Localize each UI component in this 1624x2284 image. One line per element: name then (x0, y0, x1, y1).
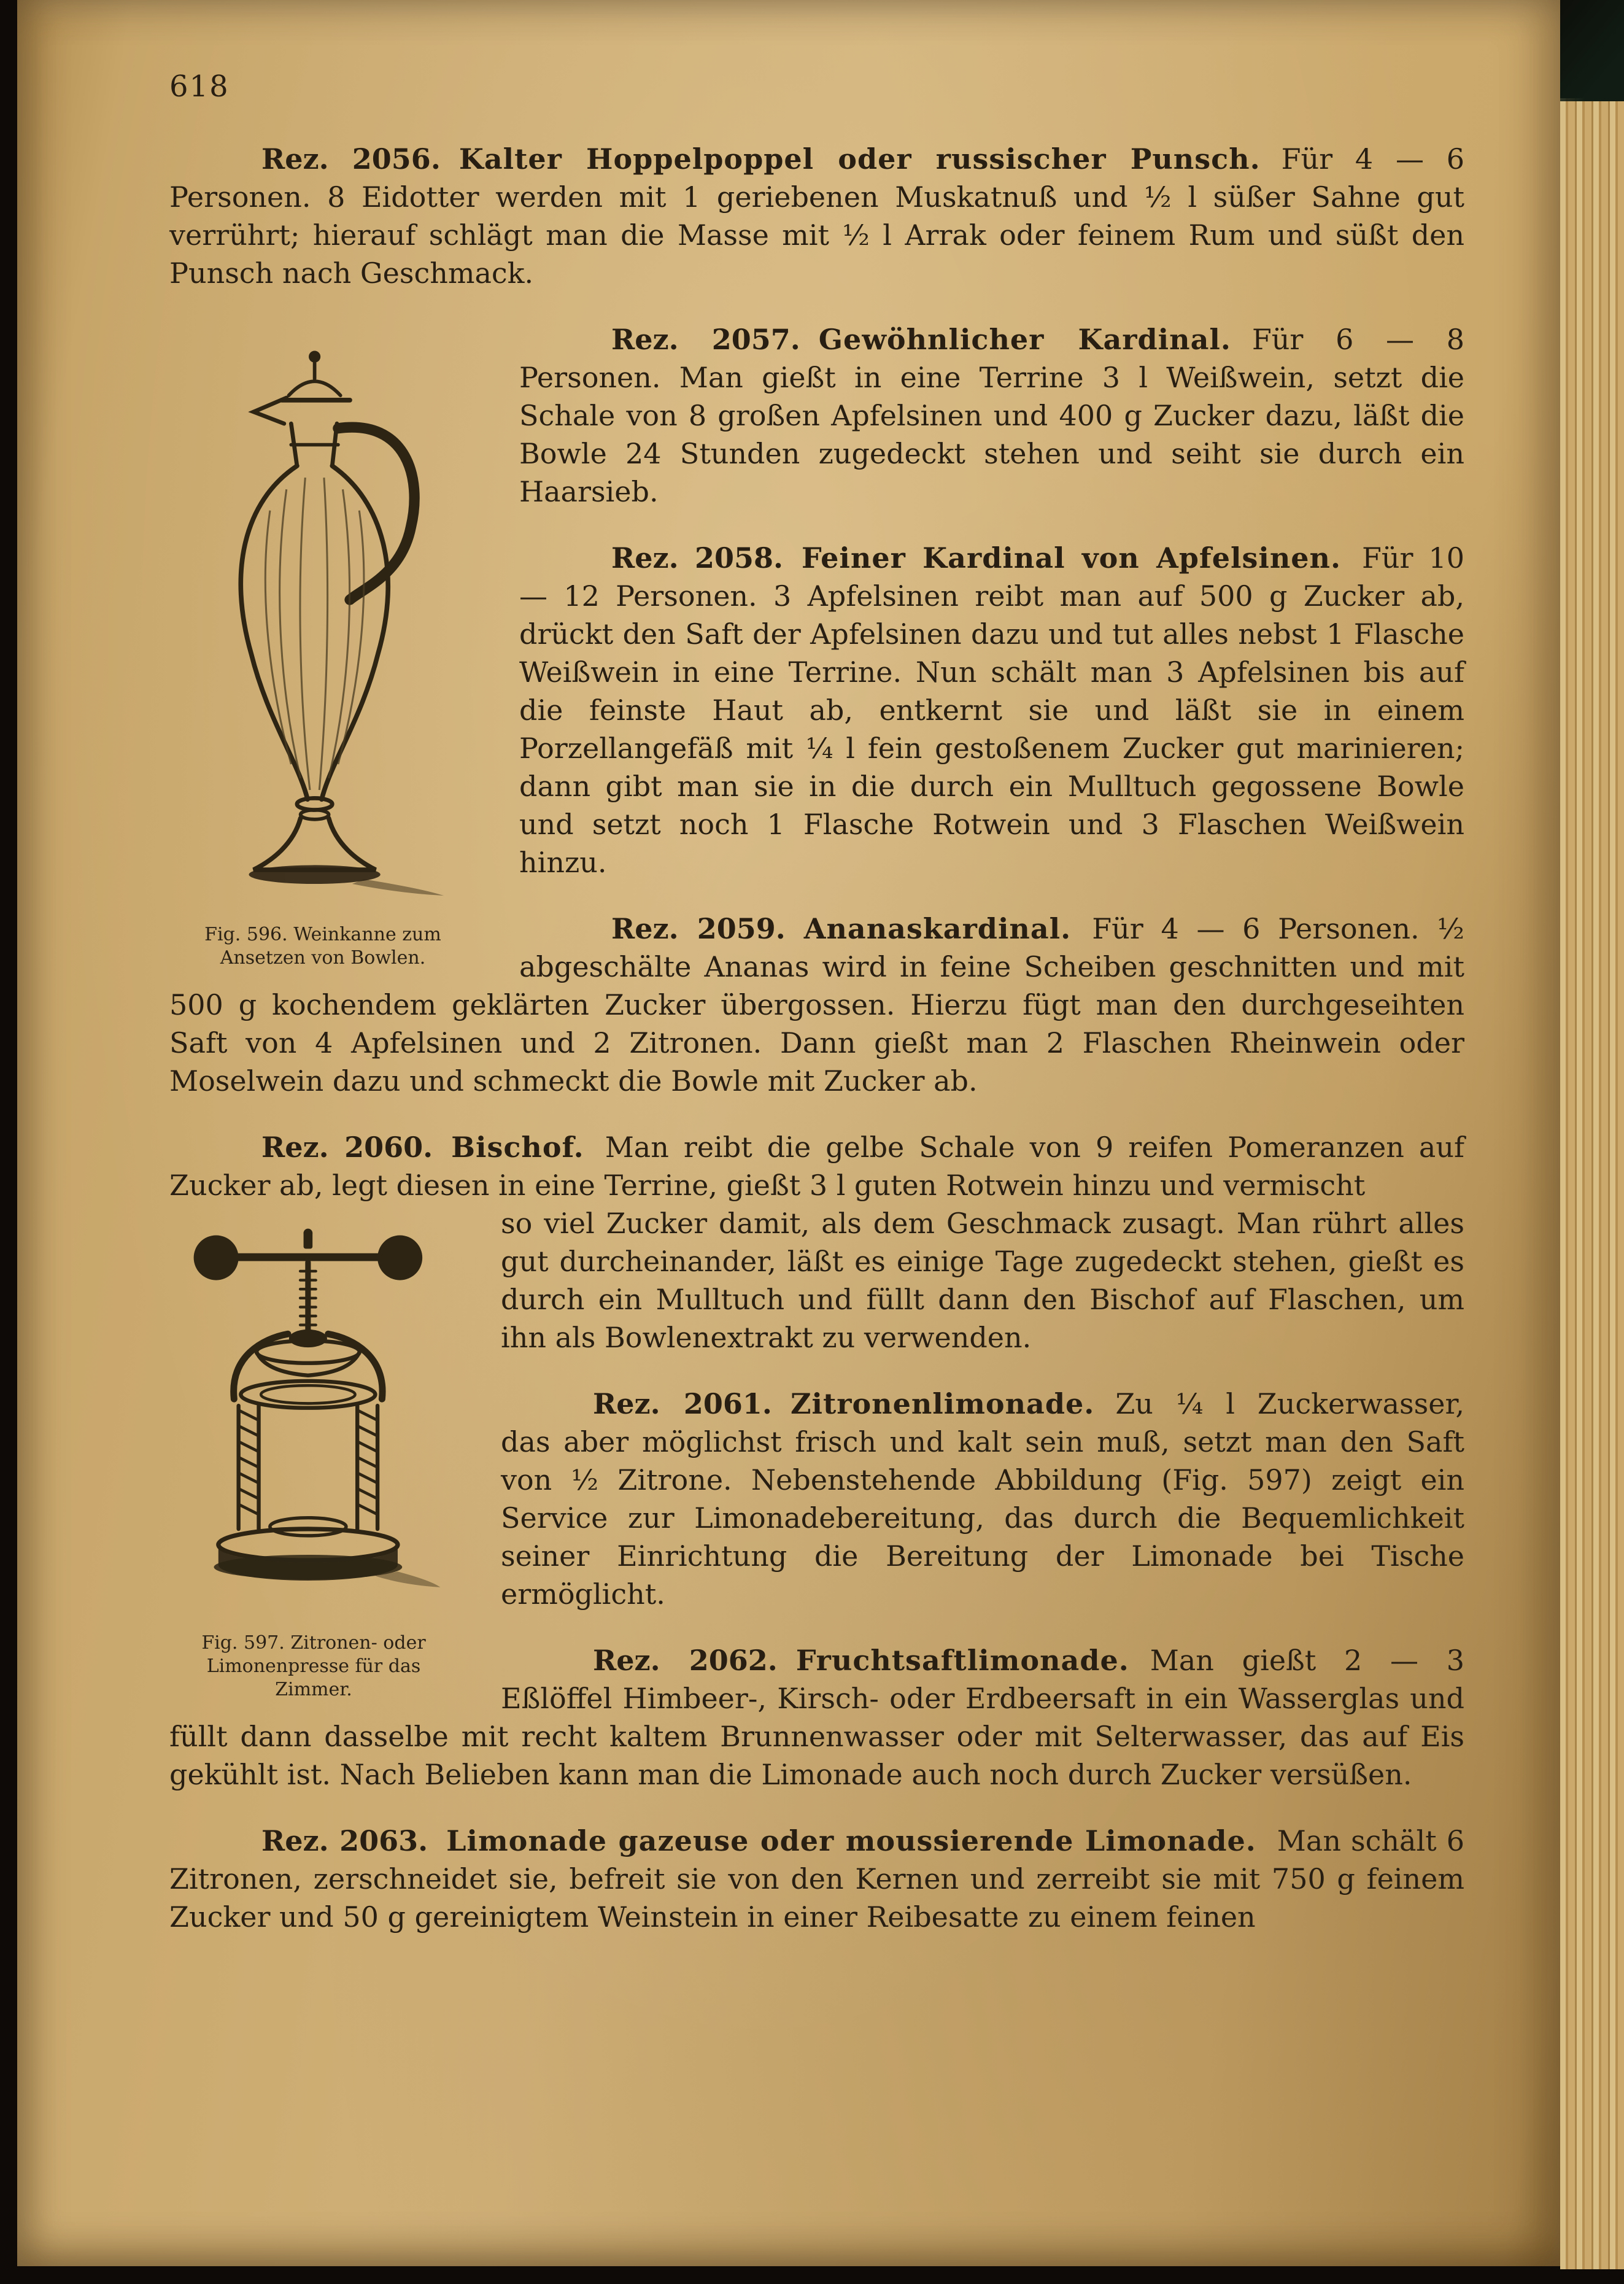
book-page (17, 0, 1560, 2266)
recipe-2062-body: Man gießt 2 — 3 Eßlöffel Himbeer-, Kirsch- oder Erdbeersaft in ein Wasserglas und füllt dann dasselbe mit recht kaltem Brunnenwasser oder mit Selterwasser, das auf Eis gekühlt ist. Nach Belieben kann man die Limonade auch noch durch Zucker versüßen. (169, 1644, 1464, 1791)
recipe-2060-label: Rez. 2060. (261, 1131, 433, 1164)
recipe-2058-label: Rez. 2058. (611, 541, 784, 575)
recipe-2056-body: Für 4 — 6 Personen. 8 Eidotter werden mit 1 geriebenen Muskatnuß und ½ l süßer Sahne gut verrührt; hierauf schlägt man die Masse mit ½ l Arrak oder feinem Rum und süßt den Punsch nach Geschmack. (169, 142, 1464, 290)
recipe-2063 (169, 1822, 1464, 1936)
figure-596 (169, 343, 476, 970)
recipe-2058-body: Für 10 — 12 Personen. 3 Apfelsinen reibt man auf 500 g Zucker ab, drückt den Saft der Apfelsinen dazu und tut alles nebst 1 Flasche Weißwein in eine Terrine. Nun schält man 3 Apfelsinen bis auf die feinste Haut ab, entkernt sie und läßt sie in einem Porzellangefäß mit ¼ l fein gestoßenem Zucker gut marinieren; dann gibt man sie in die durch ein Mulltuch gegossene Bowle und setzt noch 1 Flasche Rotwein und 3 Flaschen Weißwein hinzu. (519, 541, 1464, 879)
book-page-edges (1560, 98, 1624, 2269)
recipe-2063-label: Rez. 2063. (261, 1824, 428, 1857)
recipe-2059-title: Ananaskardinal. (803, 912, 1072, 945)
figure-597 (169, 1217, 458, 1701)
recipe-2060 (169, 1128, 1464, 1204)
recipe-2057-body: Für 6 — 8 Personen. Man gießt in eine Terrine 3 l Weißwein, setzt die Schale von 8 großen Apfelsinen und 400 g Zucker dazu, läßt die Bowle 24 Stunden zugedeckt stehen und seiht sie durch ein Haarsieb. (519, 323, 1464, 508)
recipe-2063-title: Limonade gazeuse oder moussierende Limonade. (446, 1824, 1256, 1857)
recipe-2058-title: Feiner Kardinal von Apfelsinen. (802, 541, 1341, 575)
recipe-2063-body: Man schält 6 Zitronen, zerschneidet sie, befreit sie von den Kernen und zerreibt sie mit 750 g feinem Zucker und 50 g gereinigtem Weinstein in einer Reibesatte zu einem feinen (169, 1824, 1464, 1934)
recipe-2061-label: Rez. 2061. (593, 1387, 772, 1420)
figure-597-caption: Fig. 597. Zitronen- oder Limonenpresse für das Zimmer. (201, 1632, 426, 1700)
recipe-2059-body: Für 4 — 6 Personen. ½ abgeschälte Ananas wird in feine Scheiben geschnitten und mit 500 g kochendem geklärten Zucker übergossen. Hierzu fügt man den durchgeseihten Saft von 4 Apfelsinen und 2 Zitronen. Dann gießt man 2 Flaschen Rheinwein oder Moselwein dazu und schmeckt die Bowle mit Zucker ab. (169, 912, 1464, 1097)
recipe-2057-title: Gewöhnlicher Kardinal. (818, 323, 1231, 356)
recipe-2060-title: Bischof. (451, 1131, 584, 1164)
recipe-2062-label: Rez. 2062. (593, 1644, 778, 1677)
figure-596-caption: Fig. 596. Weinkanne zum Ansetzen von Bowlen. (204, 924, 441, 969)
recipe-2061-title: Zitronenlimonade. (790, 1387, 1095, 1420)
recipe-2056 (169, 140, 1464, 292)
page-content (169, 68, 1464, 1936)
recipe-2056-title: Kalter Hoppelpoppel oder russischer Punsch. (458, 142, 1261, 176)
recipe-2059-label: Rez. 2059. (611, 912, 786, 945)
recipe-2061-body: Zu ¼ l Zuckerwasser, das aber möglichst frisch und kalt sein muß, setzt man den Saft von ½ Zitrone. Nebenstehende Abbildung (Fig. 597) zeigt ein Service zur Limonadebereitung, das durch die Bequemlichkeit seiner Einrichtung die Bereitung der Limonade bei Tische ermöglicht. (501, 1387, 1464, 1611)
recipe-2060-body-intro: Man reibt die gelbe Schale von 9 reifen Pomeranzen auf Zucker ab, legt diesen in eine Terrine, gießt 3 l guten Rotwein hinzu und vermischt (169, 1131, 1464, 1202)
recipe-2057-label: Rez. 2057. (611, 323, 800, 356)
recipe-2056-label: Rez. 2056. (261, 142, 441, 176)
section-fig-596 (169, 320, 1464, 1128)
recipe-2060-body-rest: so viel Zucker damit, als dem Geschmack zusagt. Man rührt alles gut durcheinander, läßt es einige Tage zugedeckt stehen, gießt es durch ein Mulltuch und füllt dann den Bischof auf Flaschen, um ihn als Bowlenextrakt zu verwenden. (501, 1207, 1464, 1354)
page-number: 618 (169, 69, 230, 104)
wine-jug-illustration (188, 343, 458, 913)
recipe-2062-title: Fruchtsaftlimonade. (795, 1644, 1129, 1677)
lemon-press-illustration (185, 1217, 443, 1622)
section-fig-597 (169, 1204, 1464, 1822)
